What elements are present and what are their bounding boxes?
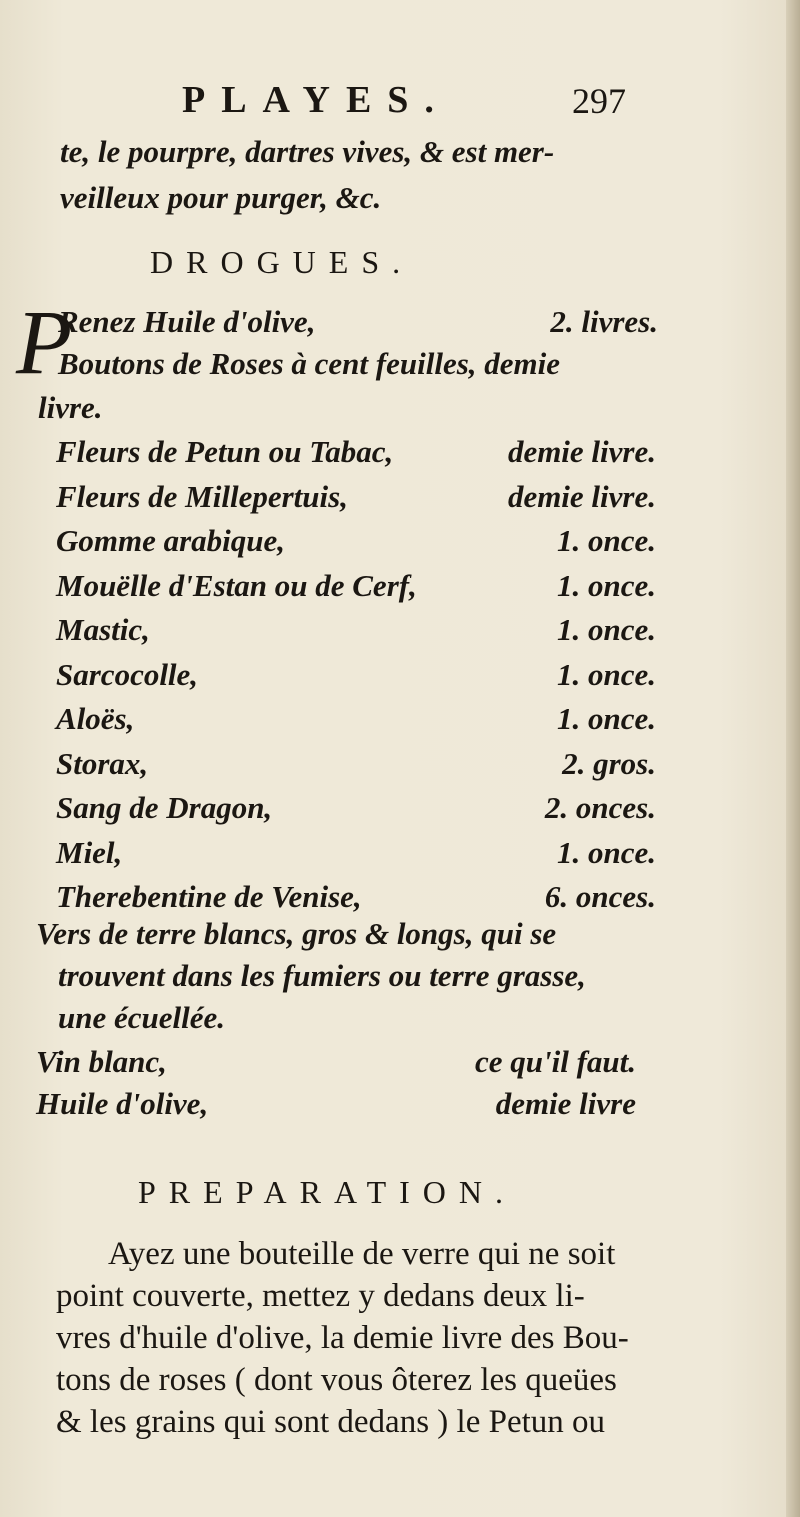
ingredient-quantity: 1. once. [556, 568, 656, 603]
ingredient-row [56, 434, 656, 478]
ingredient-quantity: 6. onces. [544, 879, 656, 914]
ingredient-name: Fleurs de Millepertuis, [56, 479, 348, 514]
final-entry-2-name: Huile d'olive, [36, 1086, 209, 1121]
ingredient-row [56, 701, 656, 745]
ingredient-row [56, 746, 656, 790]
running-title: PLAYES. [182, 79, 450, 121]
ingredient-quantity: 2. gros. [562, 746, 656, 781]
ingredient-quantity: 1. once. [556, 835, 656, 870]
page-spine-edge [786, 0, 800, 1517]
drogues-heading: DROGUES. [150, 244, 414, 280]
ingredient-name: Sarcocolle, [56, 657, 199, 692]
preparation-line-2: point couverte, mettez y dedans deux li- [56, 1278, 585, 1314]
drop-cap: P [16, 291, 73, 393]
first-entry-qty: 2. livres. [550, 304, 658, 339]
ingredient-name: Aloës, [56, 701, 135, 736]
second-entry-line-1: Boutons de Roses à cent feuilles, demie [58, 346, 561, 381]
final-entry-2 [36, 1086, 636, 1130]
page-number: 297 [572, 81, 626, 121]
vers-line-3: une écuellée. [58, 1000, 226, 1035]
ingredient-quantity: 1. once. [556, 612, 656, 647]
vers-line-2: trouvent dans les fumiers ou terre grasse, [58, 958, 586, 993]
preparation-heading: PREPARATION. [138, 1174, 516, 1210]
first-entry [58, 304, 658, 348]
preparation-line-3: vres d'huile d'olive, la demie livre des Bou- [56, 1320, 629, 1356]
ingredient-name: Mouëlle d'Estan ou de Cerf, [56, 568, 417, 603]
preparation-line-5: & les grains qui sont dedans ) le Petun ou [56, 1404, 606, 1440]
ingredient-row [56, 568, 656, 612]
ingredient-name: Fleurs de Petun ou Tabac, [56, 434, 394, 469]
ingredient-quantity: demie livre. [507, 479, 656, 514]
preparation-line-4: tons de roses ( dont vous ôterez les queües [56, 1362, 617, 1398]
ingredient-quantity: 1. once. [556, 701, 656, 736]
ingredient-row [56, 790, 656, 834]
ingredient-name: Storax, [56, 746, 149, 781]
ingredient-quantity: 2. onces. [544, 790, 656, 825]
ingredient-row [56, 523, 656, 567]
ingredient-name: Mastic, [56, 612, 150, 647]
ingredient-quantity: 1. once. [556, 657, 656, 692]
continuation-line-1: te, le pourpre, dartres vives, & est mer- [60, 134, 555, 169]
continuation-line-2: veilleux pour purger, &c. [60, 180, 382, 215]
final-entry-2-qty: demie livre [495, 1086, 636, 1121]
first-entry-name: Renez Huile d'olive, [58, 304, 316, 339]
ingredient-name: Gomme arabique, [56, 523, 286, 558]
vers-line-1: Vers de terre blancs, gros & longs, qui se [36, 916, 557, 951]
ingredient-row [56, 835, 656, 879]
ingredient-name: Sang de Dragon, [56, 790, 273, 825]
second-entry-line-2: livre. [38, 390, 103, 425]
final-entry-1-qty: ce qu'il faut. [474, 1044, 636, 1079]
ingredient-quantity: demie livre. [507, 434, 656, 469]
ingredient-row [56, 612, 656, 656]
ingredient-name: Miel, [56, 835, 123, 870]
ingredient-row [56, 657, 656, 701]
ingredient-name: Therebentine de Venise, [56, 879, 362, 914]
final-entry-1-name: Vin blanc, [36, 1044, 167, 1079]
ingredient-quantity: 1. once. [556, 523, 656, 558]
final-entry-1 [36, 1044, 636, 1088]
preparation-line-1: Ayez une bouteille de verre qui ne soit [108, 1236, 616, 1272]
ingredient-row [56, 479, 656, 523]
